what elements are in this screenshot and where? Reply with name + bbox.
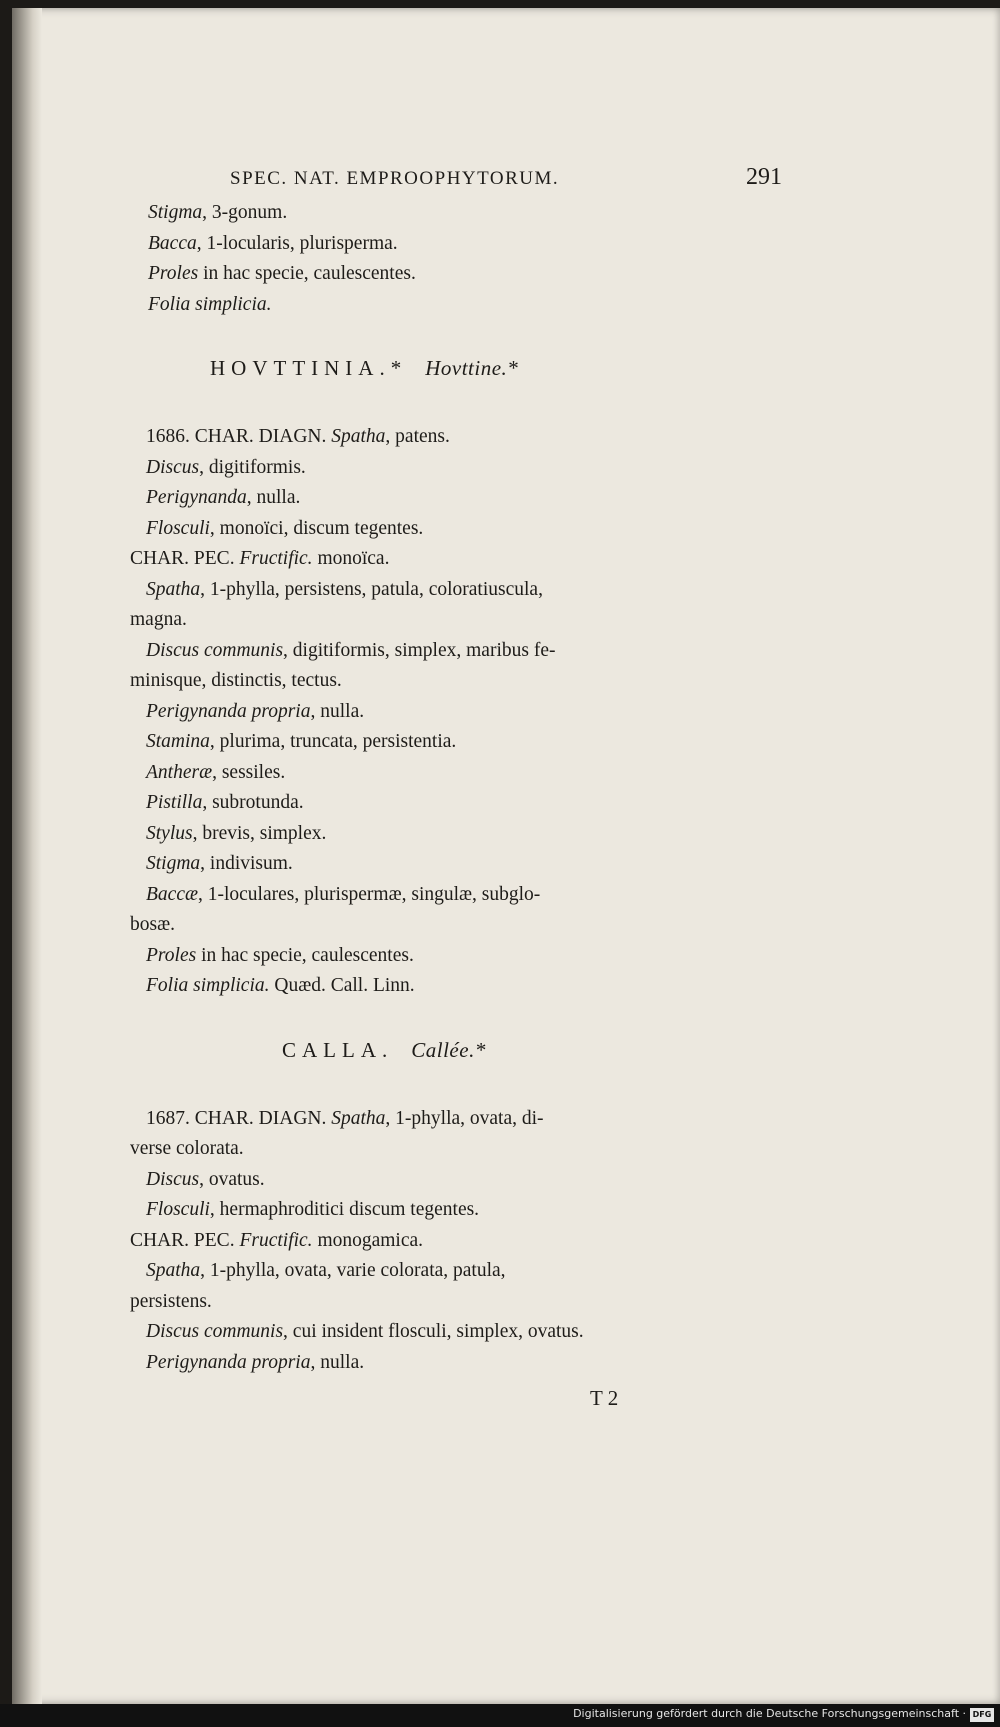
page-text [130,164,782,1414]
text-line [130,259,742,290]
running-title: SPEC. NAT. EMPROOPHYTORUM. [230,168,560,189]
text-line [130,1256,742,1287]
line-text: bosæ. [130,914,175,935]
text-line [130,1134,742,1165]
italic-term: Folia simplicia. [148,293,272,315]
text-block-1 [130,198,742,320]
footer-bar [0,1704,1000,1727]
text-line [130,453,742,484]
genus-vernacular: Callée.* [411,1037,486,1062]
line-text: , 1-phylla, ovata, varie colorata, patula, [200,1260,506,1281]
italic-term: Antheræ [146,761,213,783]
italic-term: Discus [146,1168,200,1190]
italic-term: Discus communis [146,1321,284,1342]
italic-term: Fructific. [239,548,313,569]
line-text: , digitiformis. [199,456,306,478]
text-line [130,666,742,697]
italic-term: Folia simplicia. [146,975,270,996]
italic-term: Perigynanda propria [146,1351,311,1373]
line-text: , digitiformis, simplex, maribus fe- [283,639,556,661]
line-text: minisque, distinctis, tectus. [130,670,342,691]
footer-credit: Digitalisierung gefördert durch die Deutsche Forschungsgemeinschaft · [573,1707,966,1720]
line-text: , patens. [385,426,450,447]
text-line [130,910,742,941]
text-line [130,1195,742,1226]
line-text: , subrotunda. [202,792,304,813]
italic-term: Spatha [146,1260,201,1281]
text-line [130,788,742,819]
text-line [130,697,742,728]
italic-term: Fructific. [239,1229,313,1251]
text-line [130,544,742,575]
line-text: , 1-loculares, plurispermæ, singulæ, subglo- [197,883,541,905]
line-text: , cui insident flosculi, simplex, ovatus. [283,1321,584,1342]
text-block-2 [130,422,742,1002]
line-text: CHAR. PEC. [130,1229,240,1251]
text-line [130,1165,742,1196]
page-gutter [12,8,42,1704]
line-text: , brevis, simplex. [192,822,327,844]
text-line [130,758,742,789]
signature-mark: T 2 [590,1386,619,1410]
line-text: magna. [130,609,187,630]
italic-term: Flosculi [146,517,210,539]
line-text: 1686. CHAR. DIAGN. [146,426,332,447]
text-line [130,290,742,321]
italic-term: Pistilla [146,792,203,813]
italic-term: Spatha [146,578,201,600]
text-line [130,636,742,667]
line-text: persistens. [130,1290,212,1312]
italic-term: Stamina [146,731,210,752]
text-line [130,849,742,880]
line-text: , nulla. [246,487,301,508]
text-line [130,971,742,1002]
italic-term: Flosculi [146,1199,210,1220]
italic-term: Spatha [331,426,386,447]
italic-term: Stylus [146,822,193,844]
line-text: , ovatus. [199,1168,265,1190]
text-line [130,819,742,850]
text-line [130,941,742,972]
line-text: in hac specie, caulescentes. [198,263,416,284]
genus-heading-calla [282,1034,742,1066]
text-block-3 [130,1104,742,1379]
line-text: CHAR. PEC. [130,548,240,569]
genus-name: CALLA. [282,1037,394,1062]
text-line [130,198,742,229]
text-line [130,1287,742,1318]
italic-term: Proles [146,944,197,966]
text-line [130,575,742,606]
italic-term: Stigma [148,202,203,223]
genus-heading-houttinia [210,352,742,384]
italic-term: Perigynanda propria [146,700,311,722]
line-text: , 3-gonum. [202,202,288,223]
text-line [130,483,742,514]
text-line [130,1104,742,1135]
italic-term: Stigma [146,853,201,874]
line-text: , indivisum. [200,853,293,874]
line-text: , sessiles. [212,761,286,783]
genus-vernacular: Hovttine.* [425,356,519,380]
line-text: monogamica. [312,1229,424,1251]
text-line [130,1317,742,1348]
line-text: monoïca. [312,548,390,569]
text-line [130,880,742,911]
text-line [130,1348,742,1379]
italic-term: Proles [148,263,199,284]
book-page [12,8,1000,1704]
italic-term: Baccæ [146,883,198,905]
dfg-logo: DFG [970,1708,994,1722]
genus-name: HOVTTINIA.* [210,356,408,380]
line-text: , plurima, truncata, persistentia. [209,731,457,752]
italic-term: Perigynanda [146,487,247,508]
line-text: , hermaphroditici discum tegentes. [209,1199,480,1220]
text-line [130,605,742,636]
line-text: , nulla. [310,1351,365,1373]
text-line [130,514,742,545]
text-line [130,229,742,260]
line-text: , 1-phylla, persistens, patula, coloratiuscula, [200,578,543,600]
line-text: , monoïci, discum tegentes. [209,517,424,539]
text-line [130,1226,742,1257]
text-line [130,422,742,453]
line-text: 1687. CHAR. DIAGN. [146,1107,332,1129]
running-header [230,164,782,198]
line-text: in hac specie, caulescentes. [196,944,414,966]
line-text: , 1-locularis, plurisperma. [196,232,398,254]
line-text: verse colorata. [130,1138,244,1159]
line-text: Quæd. Call. Linn. [269,975,415,996]
text-line [130,727,742,758]
italic-term: Bacca [148,232,197,254]
italic-term: Discus [146,456,200,478]
line-text: , 1-phylla, ovata, di- [385,1107,544,1129]
italic-term: Discus communis [146,639,284,661]
line-text: , nulla. [310,700,365,722]
page-number: 291 [746,164,782,190]
italic-term: Spatha [331,1107,386,1129]
